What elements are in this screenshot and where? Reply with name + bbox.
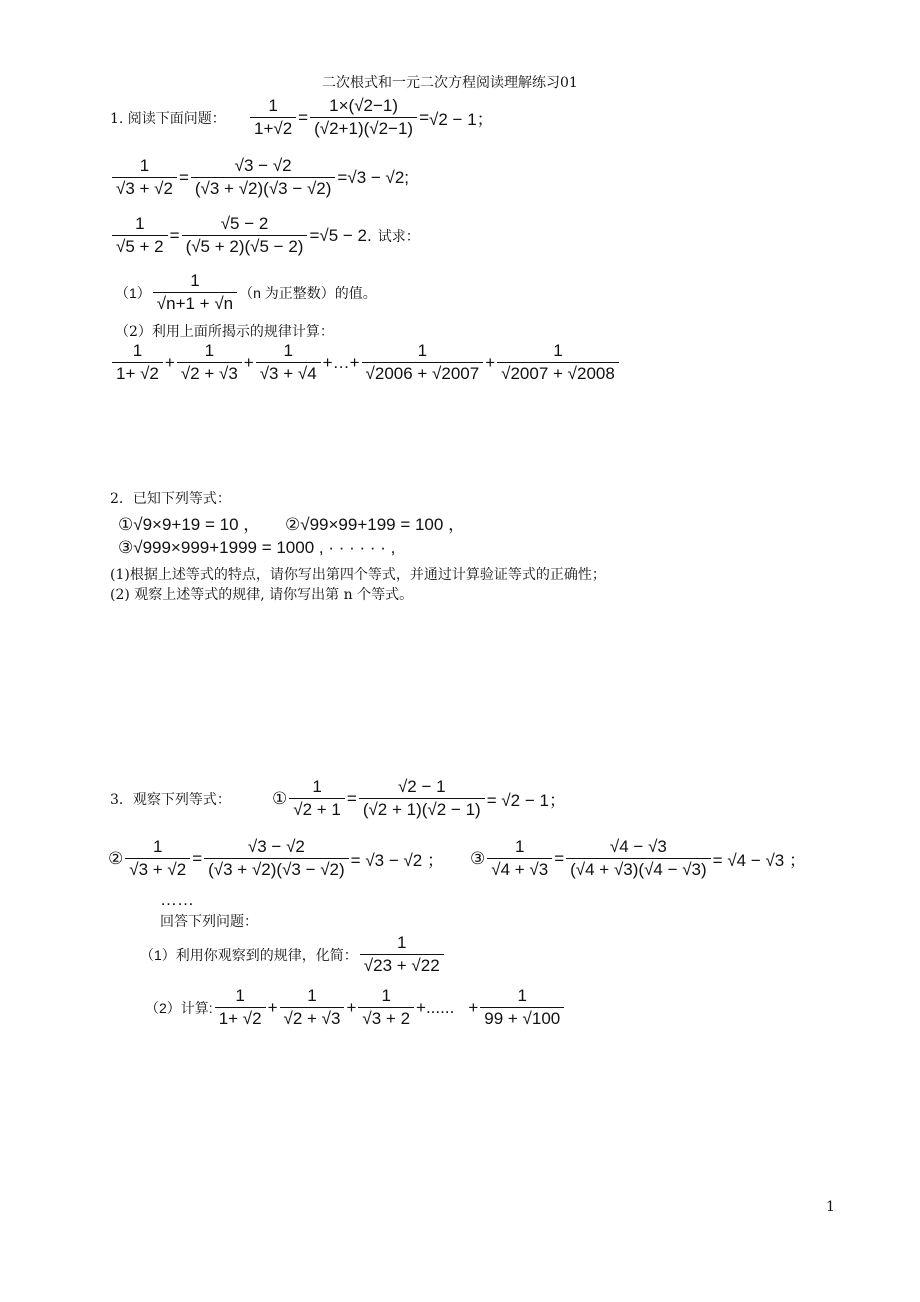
q1-sum-num: 1 xyxy=(283,341,293,360)
q3-intro: 3．观察下列等式： xyxy=(110,792,231,808)
q3-sum-den: 99 + √100 xyxy=(480,1007,564,1030)
q2-equation-2: ②√99×99+199 = 100 ， xyxy=(285,515,466,534)
q1-sum-den: 1+ √2 xyxy=(112,362,163,385)
q3-e2-num2: √3 − √2 xyxy=(247,837,305,856)
q2-equation-3: ③√999×999+1999 = 1000 , · · · · · · , xyxy=(118,538,396,557)
page-number: 1 xyxy=(826,1199,835,1215)
q2-intro: 2．已知下列等式： xyxy=(110,491,231,507)
q1-ex2-result: √3 − √2; xyxy=(347,167,410,187)
q1-ex2-f2-num: √3 − √2 xyxy=(234,156,292,175)
q1-example-1: $\frac{1}{1+√2}$ = $\frac{1\times(√2-1)}{(√2+1)(√2-1)}$ = √2 − 1； xyxy=(248,95,494,140)
q3-e1-result: = √2 − 1； xyxy=(486,791,566,810)
q3-equation-1: ① $\frac{1}{√2 + 1}$ = $\frac{√2 - 1}{(√2 + 1)(√2 - 1)}$ = √2 − 1； xyxy=(272,777,566,819)
q3-sum-den: 1+ √2 xyxy=(215,1007,266,1030)
q3-e2-den: √3 + √2 xyxy=(125,858,190,881)
q1-ex3-f2-num: √5 − 2 xyxy=(220,214,269,233)
q1-p1-den: √n+1 + √n xyxy=(153,292,237,315)
q3-e1-num2: √2 − 1 xyxy=(397,777,446,796)
q3-e1-num: 1 xyxy=(312,777,322,796)
q3-ellipsis: …… xyxy=(160,890,194,909)
q3-part1 xyxy=(140,932,446,977)
q3-e3-num2: √4 − √3 xyxy=(609,837,667,856)
q2-equation-1: ①√9×9+19 = 10 ， xyxy=(118,515,261,534)
q1-ex1-f2-den: (√2+1)(√2−1) xyxy=(310,117,417,140)
q1-sum-den: √2006 + √2007 xyxy=(362,362,484,385)
q3-e3-den: √4 + √3 xyxy=(487,858,552,881)
q3-part2: （2）计算: $\frac{1}{1+ √2}$ + $\frac{1}{√2 + √3}$ + $\frac{1}{√3 + 2}$ +...... + $\frac{1}{99 + √100}$ xyxy=(145,985,566,1030)
q1-sum-num: 1 xyxy=(417,341,428,360)
q1-sum: $\frac{1}{1+ √2}$ + $\frac{1}{√2 + √3}$ + $\frac{1}{√3 + √4}$ +…+ $\frac{1}{√2006 + √2007}$ + $\frac{1}{√2007 + √2008}$ xyxy=(110,340,621,385)
q1-ex1-result: √2 − 1； xyxy=(429,110,494,129)
q3-e3-result: = √4 − √3 ； xyxy=(712,851,806,870)
q1-p1-label: （1） xyxy=(115,284,151,301)
q3-p2-text: （2）计算: xyxy=(145,999,213,1016)
q1-intro: 1. 阅读下面问题： xyxy=(110,111,226,127)
q1-sum-den: √2 + √3 xyxy=(177,362,242,385)
q3-e1-label: ① xyxy=(272,788,288,808)
q1-part2: （2）利用上面所揭示的规律计算： xyxy=(115,324,334,340)
q1-sum-num: 1 xyxy=(204,341,215,360)
q3-p1-text: （1）利用你观察到的规律，化简： xyxy=(140,946,358,963)
q1-example-3: $\frac{1}{√5 + 2}$ = $\frac{√5 - 2}{(√5 + 2)(√5 - 2)}$ = √5 − 2. 试求： xyxy=(110,213,420,258)
q1-sum-num: 1 xyxy=(553,341,563,360)
q3-equation-2: ② $\frac{1}{√3 + √2}$ = $\frac{√3 - √2}{(√3 + √2)(√3 - √2)}$ = √3 − √2 ； xyxy=(108,837,444,879)
q1-ex3-f1-den: √5 + 2 xyxy=(112,235,168,258)
q1-sum-den: √3 + √4 xyxy=(256,362,321,385)
q1-part1 xyxy=(115,270,377,315)
q1-ex3-result: √5 − 2. xyxy=(319,225,372,245)
q3-sum-dots: +...... xyxy=(416,997,455,1017)
q1-ex2-f1-den: √3 + √2 xyxy=(112,177,177,200)
q3-e3-den2: (√4 + √3)(√4 − √3) xyxy=(566,858,711,881)
q3-sum-num: 1 xyxy=(381,986,391,1005)
page-title: 二次根式和一元二次方程阅读理解练习01 xyxy=(322,75,578,91)
q2-part2: (2) 观察上述等式的规律, 请你写出第 n 个等式。 xyxy=(110,587,414,603)
q1-p1-tail: （n 为正整数）的值。 xyxy=(239,284,377,301)
q3-sum-num: 1 xyxy=(517,986,527,1005)
q3-e1-den: √2 + 1 xyxy=(289,798,345,821)
q1-ex1-f2-num: 1×(√2−1) xyxy=(329,96,399,115)
q3-e2-num: 1 xyxy=(152,837,163,856)
q1-ex2-f2-den: (√3 + √2)(√3 − √2) xyxy=(191,177,336,200)
q1-ex1-f1-den: 1+√2 xyxy=(250,117,296,140)
q3-e2-label: ② xyxy=(108,848,124,868)
q1-sum-dots: +…+ xyxy=(322,352,360,372)
q3-p1-den: √23 + √22 xyxy=(360,954,444,977)
q3-e3-num: 1 xyxy=(514,837,525,856)
q3-sum-den: √3 + 2 xyxy=(358,1007,414,1030)
q1-sum-den: √2007 + √2008 xyxy=(497,362,619,385)
q1-ex3-f2-den: (√5 + 2)(√5 − 2) xyxy=(182,235,308,258)
q2-part1: (1)根据上述等式的特点，请你写出第四个等式，并通过计算验证等式的正确性； xyxy=(110,567,606,583)
q3-p1-num: 1 xyxy=(396,933,407,952)
q3-ask: 回答下列问题： xyxy=(160,914,258,930)
q3-equation-3: ③ $\frac{1}{√4 + √3}$ = $\frac{√4 - √3}{(√4 + √3)(√4 - √3)}$ = √4 − √3 ； xyxy=(470,837,806,879)
q1-ex3-f1-num: 1 xyxy=(135,214,145,233)
q3-sum-num: 1 xyxy=(307,986,317,1005)
q1-ex1-f1-num: 1 xyxy=(268,96,278,115)
q1-ex2-f1-num: 1 xyxy=(139,156,150,175)
q3-sum-den: √2 + √3 xyxy=(280,1007,345,1030)
q3-e2-den2: (√3 + √2)(√3 − √2) xyxy=(204,858,349,881)
q1-ex3-tail: 试求： xyxy=(377,227,420,244)
q3-e1-den2: (√2 + 1)(√2 − 1) xyxy=(359,798,485,821)
q3-e3-label: ③ xyxy=(470,848,486,868)
q1-sum-num: 1 xyxy=(132,341,143,360)
q1-example-2: $\frac{1}{√3 + √2}$ = $\frac{√3 - √2}{(√3 + √2)(√3 - √2)}$ = √3 − √2; xyxy=(110,155,409,200)
q3-e2-result: = √3 − √2 ； xyxy=(350,851,444,870)
q3-sum-num: 1 xyxy=(235,986,245,1005)
q1-p1-num: 1 xyxy=(190,271,200,290)
